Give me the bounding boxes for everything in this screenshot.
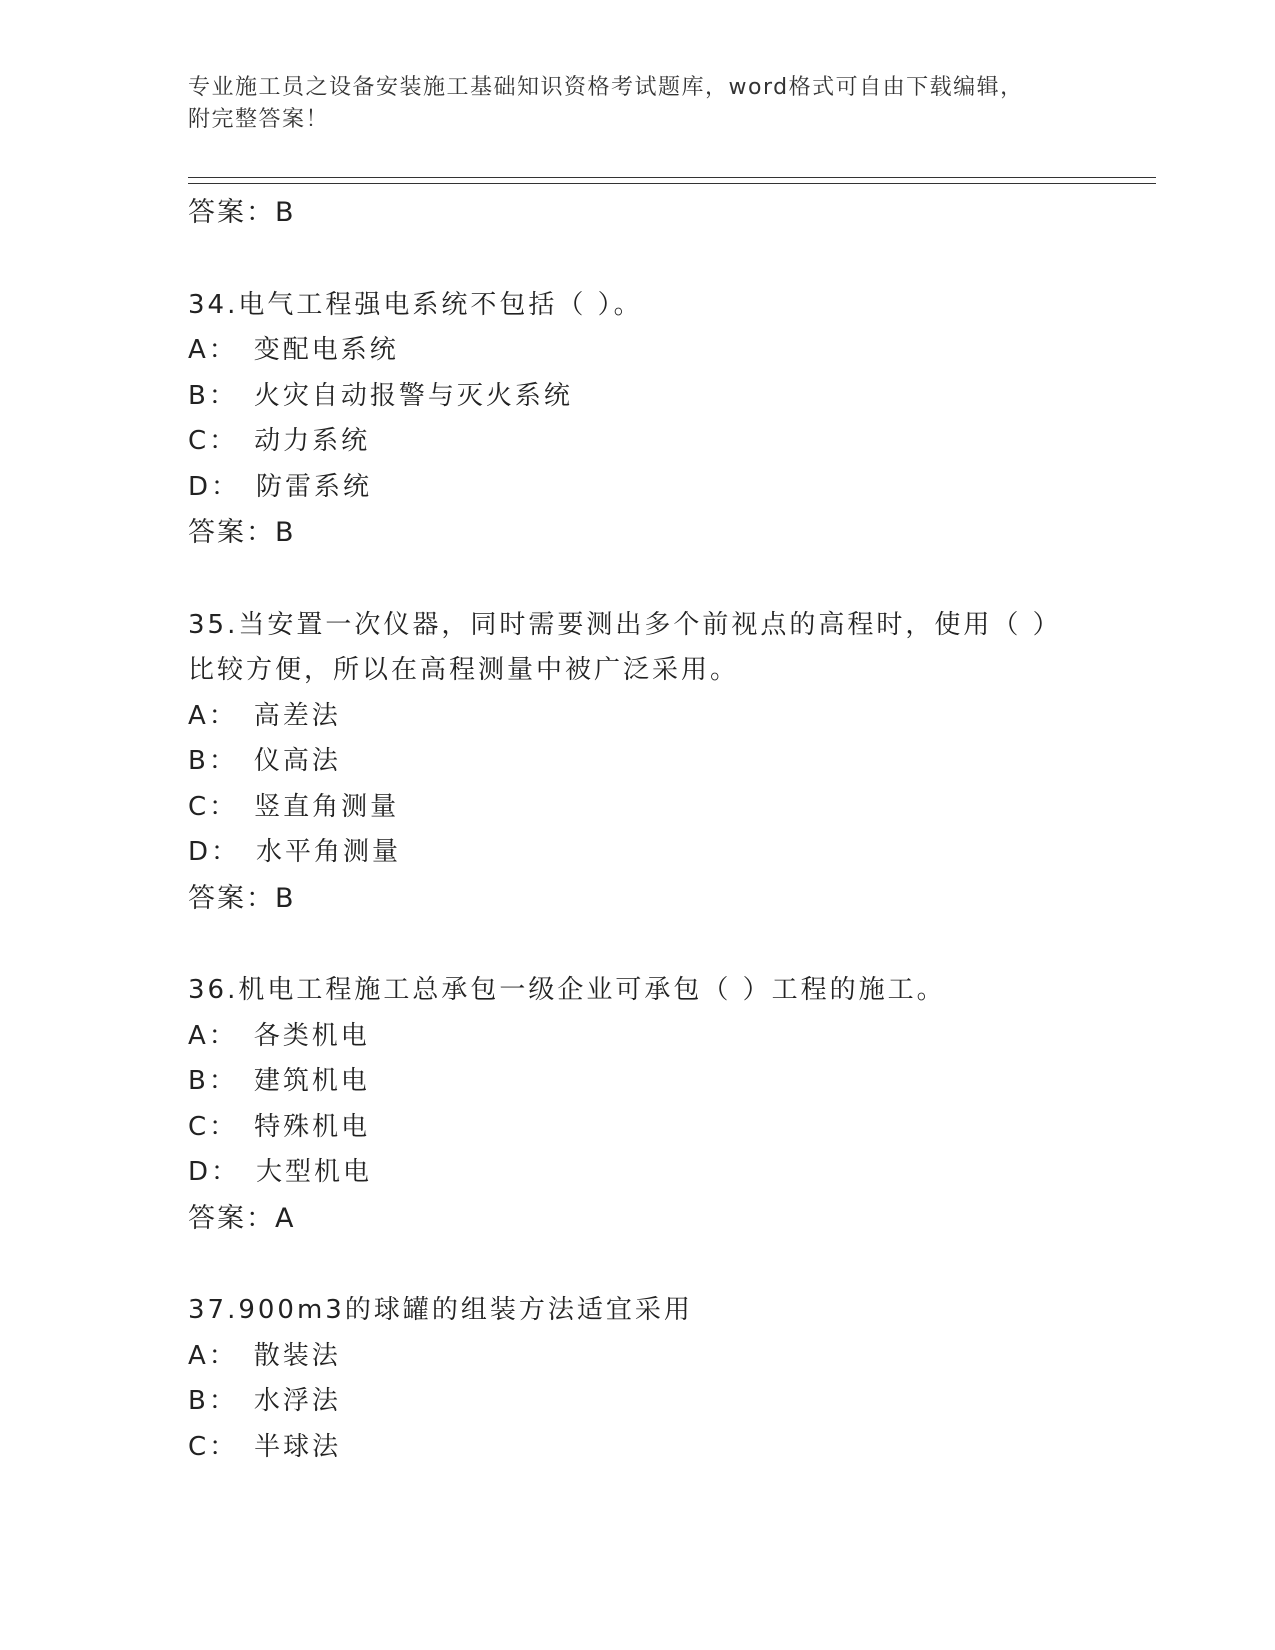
option-key: B： [188,746,238,776]
option-key: C： [188,791,239,822]
option-key: D： [188,1157,241,1187]
option-text: 防雷系统 [256,471,373,502]
question-37 [188,1288,1148,1470]
header-line-2: 附完整答案！ [188,107,330,132]
option-text: 高差法 [253,700,341,731]
option-key: A： [188,1020,238,1051]
option-b [188,1059,1148,1105]
header-line-1: 专业施工员之设备安装施工基础知识资格考试题库，word格式可自由下载编辑， [188,75,1024,100]
answer-line: 答案：A [188,1202,296,1234]
answer-line: 答案：B [188,882,296,914]
option-c [188,1425,1148,1471]
option-key: C： [188,426,239,456]
option-text: 大型机电 [256,1157,373,1187]
option-text: 水浮法 [253,1386,341,1416]
question-spacer [188,921,1148,968]
option-c [188,419,1148,465]
question-stem: 37.900m3的球罐的组装方法适宜采用 [188,1295,693,1325]
option-key: B： [188,1386,238,1416]
question-stem: 34.电气工程强电系统不包括（ ）。 [188,289,643,320]
option-b [188,1379,1148,1425]
option-key: D： [188,837,241,867]
question-stem: 36.机电工程施工总承包一级企业可承包（ ）工程的施工。 [188,975,946,1005]
option-text: 竖直角测量 [254,791,400,822]
option-key: A： [188,335,238,365]
question-spacer [188,556,1148,603]
option-key: B： [188,1066,238,1096]
option-key: A： [188,700,238,731]
option-a [188,1334,1148,1380]
option-c [188,785,1148,831]
option-text: 各类机电 [253,1020,370,1051]
option-d [188,1150,1148,1196]
option-key: B： [188,380,238,411]
option-text: 变配电系统 [253,335,399,365]
option-text: 特殊机电 [254,1111,371,1142]
option-text: 火灾自动报警与灭火系统 [253,380,573,411]
option-key: A： [188,1340,238,1371]
option-a [188,328,1148,374]
document-header [188,72,1088,136]
option-text: 散装法 [253,1340,341,1371]
option-text: 半球法 [254,1431,342,1462]
option-a [188,694,1148,740]
option-c [188,1105,1148,1151]
option-text: 仪高法 [253,746,341,776]
option-key: C： [188,1111,239,1142]
question-stem: 35.当安置一次仪器，同时需要测出多个前视点的高程时，使用（ ） [188,609,1062,640]
option-a [188,1014,1148,1060]
option-text: 建筑机电 [253,1066,370,1096]
option-b [188,739,1148,785]
option-text: 水平角测量 [256,837,402,867]
header-divider [188,177,1156,184]
question-spacer [188,1241,1148,1288]
question-spacer [188,236,1148,283]
question-stem-continued: 比较方便，所以在高程测量中被广泛采用。 [188,655,740,685]
option-key: D： [188,471,241,502]
option-key: C： [188,1431,239,1462]
option-text: 动力系统 [254,426,371,456]
question-list [188,190,1148,1470]
option-d [188,465,1148,511]
question-35 [188,603,1148,922]
option-b [188,374,1148,420]
option-d [188,830,1148,876]
answer-line: 答案：B [188,197,296,228]
question-34 [188,283,1148,556]
question-36 [188,968,1148,1241]
answer-line: 答案：B [188,517,296,548]
